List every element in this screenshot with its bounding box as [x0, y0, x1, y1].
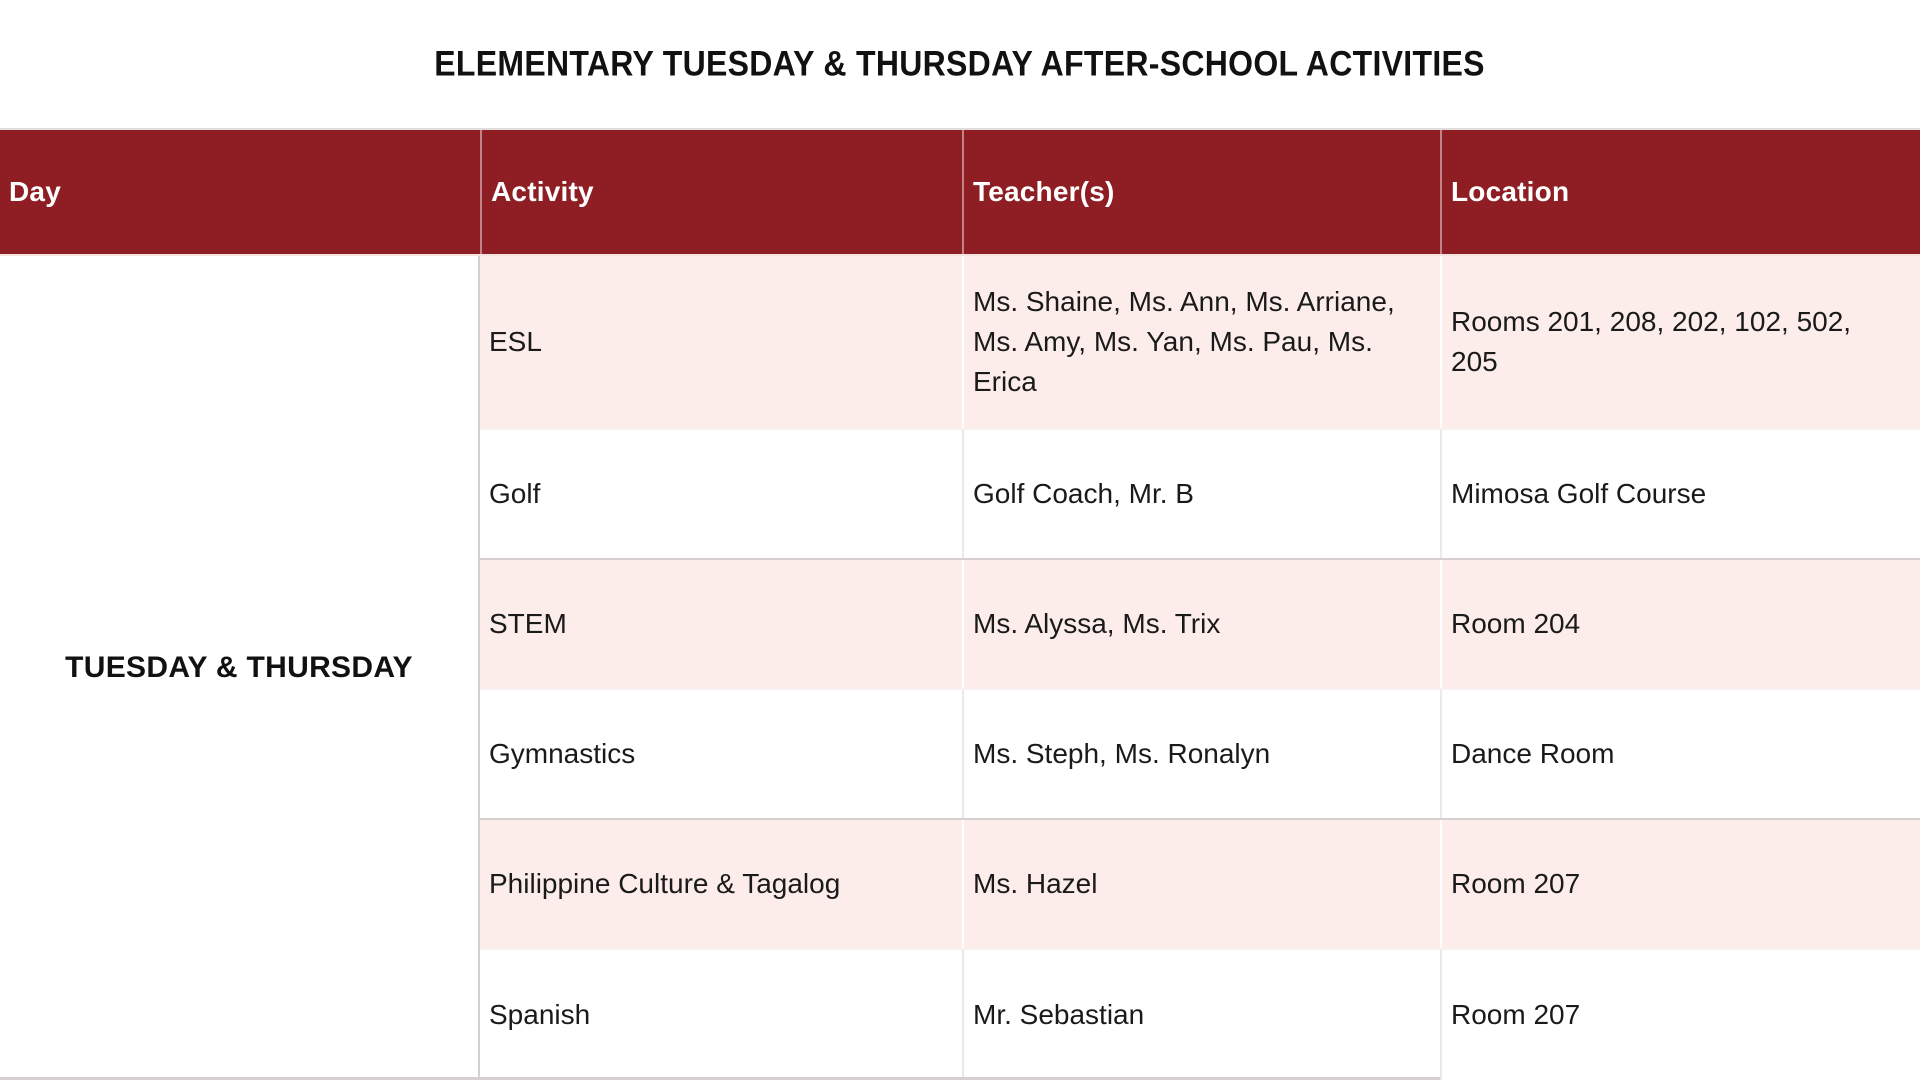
table-row	[480, 688, 1920, 818]
teachers-cell: Ms. Steph, Ms. Ronalyn	[962, 690, 1440, 818]
column-header-location: Location	[1440, 130, 1920, 254]
page-title: ELEMENTARY TUESDAY & THURSDAY AFTER-SCHOOL ACTIVITIES	[434, 43, 1486, 84]
location-cell: Room 204	[1440, 560, 1920, 688]
teachers-cell: Mr. Sebastian	[962, 950, 1440, 1080]
teachers-cell: Golf Coach, Mr. B	[962, 430, 1440, 558]
day-cell	[0, 256, 480, 1080]
column-header-activity: Activity	[480, 130, 962, 254]
teachers-cell: Ms. Alyssa, Ms. Trix	[962, 560, 1440, 688]
activity-cell: Gymnastics	[489, 738, 636, 769]
location-cell: Room 207	[1440, 820, 1920, 948]
column-header-day: Day	[9, 176, 61, 207]
activity-cell: ESL	[489, 326, 542, 357]
activity-cell: Spanish	[489, 999, 591, 1030]
day-label: TUESDAY & THURSDAY	[65, 651, 413, 684]
table-body	[0, 256, 1920, 1080]
teachers-cell: Ms. Hazel	[962, 820, 1440, 948]
location-cell: Room 207	[1440, 950, 1920, 1080]
table-row	[480, 256, 1920, 428]
location-cell: Mimosa Golf Course	[1440, 430, 1920, 558]
activity-cell: Golf	[489, 478, 541, 509]
table-row	[480, 428, 1920, 558]
activity-cell: STEM	[489, 608, 567, 639]
activity-rows	[480, 256, 1920, 1080]
location-cell: Dance Room	[1440, 690, 1920, 818]
column-header-teachers: Teacher(s)	[962, 130, 1440, 254]
table-row	[480, 558, 1920, 688]
teachers-cell: Ms. Shaine, Ms. Ann, Ms. Arriane, Ms. Amy, Ms. Yan, Ms. Pau, Ms. Erica	[962, 256, 1440, 428]
activity-cell: Philippine Culture & Tagalog	[489, 868, 841, 899]
page-title-bar	[0, 0, 1920, 128]
table-row	[480, 948, 1920, 1080]
table-header-row	[0, 128, 1920, 256]
table-row	[480, 818, 1920, 948]
location-cell: Rooms 201, 208, 202, 102, 502, 205	[1440, 256, 1920, 428]
